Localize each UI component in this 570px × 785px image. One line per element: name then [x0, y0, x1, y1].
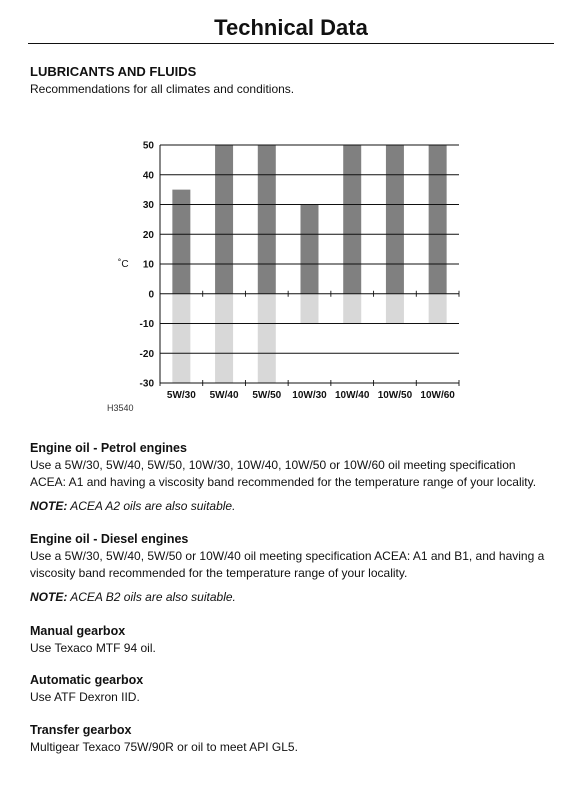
spec-text: Use Texaco MTF 94 oil.	[30, 641, 156, 655]
y-tick-label: -30	[139, 378, 154, 390]
bar-below-zero	[343, 294, 361, 324]
section-subtitle: Recommendations for all climates and conditions.	[30, 82, 295, 96]
spec-title: Automatic gearbox	[30, 673, 144, 687]
y-tick-label: -20	[139, 348, 154, 360]
spec-title: Transfer gearbox	[30, 723, 132, 737]
bar-above-zero	[429, 145, 447, 294]
bar-above-zero	[343, 145, 361, 294]
bar-below-zero	[258, 294, 276, 383]
y-tick-label: 0	[148, 289, 154, 301]
y-tick-label: 10	[142, 259, 154, 271]
x-tick-label: 5W/50	[252, 390, 282, 401]
spec-text: Use ATF Dexron IID.	[30, 690, 140, 704]
spec-diesel-engine-oil	[30, 531, 550, 605]
spec-petrol-engine-oil	[30, 440, 550, 514]
bar-above-zero	[215, 145, 233, 294]
y-tick-label: 20	[142, 229, 154, 241]
bar-above-zero	[172, 190, 190, 294]
page-title: Technical Data	[214, 15, 368, 40]
note-text: ACEA B2 oils are also suitable.	[67, 590, 236, 604]
spec-note	[30, 589, 550, 605]
y-tick-label: 50	[142, 140, 154, 152]
spec-text: Multigear Texaco 75W/90R or oil to meet API GL5.	[30, 740, 298, 754]
bar-below-zero	[172, 294, 190, 383]
bar-above-zero	[258, 145, 276, 294]
bar-below-zero	[215, 294, 233, 383]
y-tick-label: 40	[142, 170, 154, 182]
bar-above-zero	[301, 205, 319, 294]
y-tick-label: 30	[142, 200, 154, 211]
figure-reference: H3540	[107, 403, 134, 413]
y-tick-label: -10	[139, 319, 154, 330]
spec-title: Manual gearbox	[30, 624, 126, 638]
spec-manual-gearbox	[30, 623, 550, 657]
x-tick-label: 5W/30	[166, 390, 196, 401]
spec-transfer-gearbox	[30, 722, 550, 756]
spec-text: Use a 5W/30, 5W/40, 5W/50, 10W/30, 10W/40, 10W/50 or 10W/60 oil meeting specification ACEA: A1 and having a viscosity band recommended for the temperature range of your locality.	[30, 458, 537, 489]
y-axis-label: ˚C	[118, 259, 129, 270]
spec-text: Use a 5W/30, 5W/40, 5W/50 or 10W/40 oil meeting specification ACEA: A1 and B1, and having a viscosity band recommended for the temperature range of your locality.	[30, 549, 545, 580]
x-tick-label: 10W/40	[334, 390, 370, 401]
bar-below-zero	[386, 294, 404, 324]
bar-below-zero	[429, 294, 447, 324]
spec-note	[30, 498, 550, 514]
bar-below-zero	[301, 294, 319, 324]
x-tick-label: 5W/40	[209, 390, 239, 401]
bar-above-zero	[386, 145, 404, 294]
section-heading: LUBRICANTS AND FLUIDS	[30, 64, 197, 79]
note-label: NOTE:	[30, 590, 68, 604]
note-label: NOTE:	[30, 499, 68, 513]
note-text: ACEA A2 oils are also suitable.	[67, 499, 236, 513]
x-tick-label: 10W/30	[292, 390, 327, 401]
spec-title: Engine oil - Diesel engines	[30, 532, 189, 546]
spec-automatic-gearbox	[30, 672, 550, 706]
x-tick-label: 10W/60	[420, 390, 455, 401]
x-tick-label: 10W/50	[377, 390, 413, 401]
spec-title: Engine oil - Petrol engines	[30, 441, 187, 455]
